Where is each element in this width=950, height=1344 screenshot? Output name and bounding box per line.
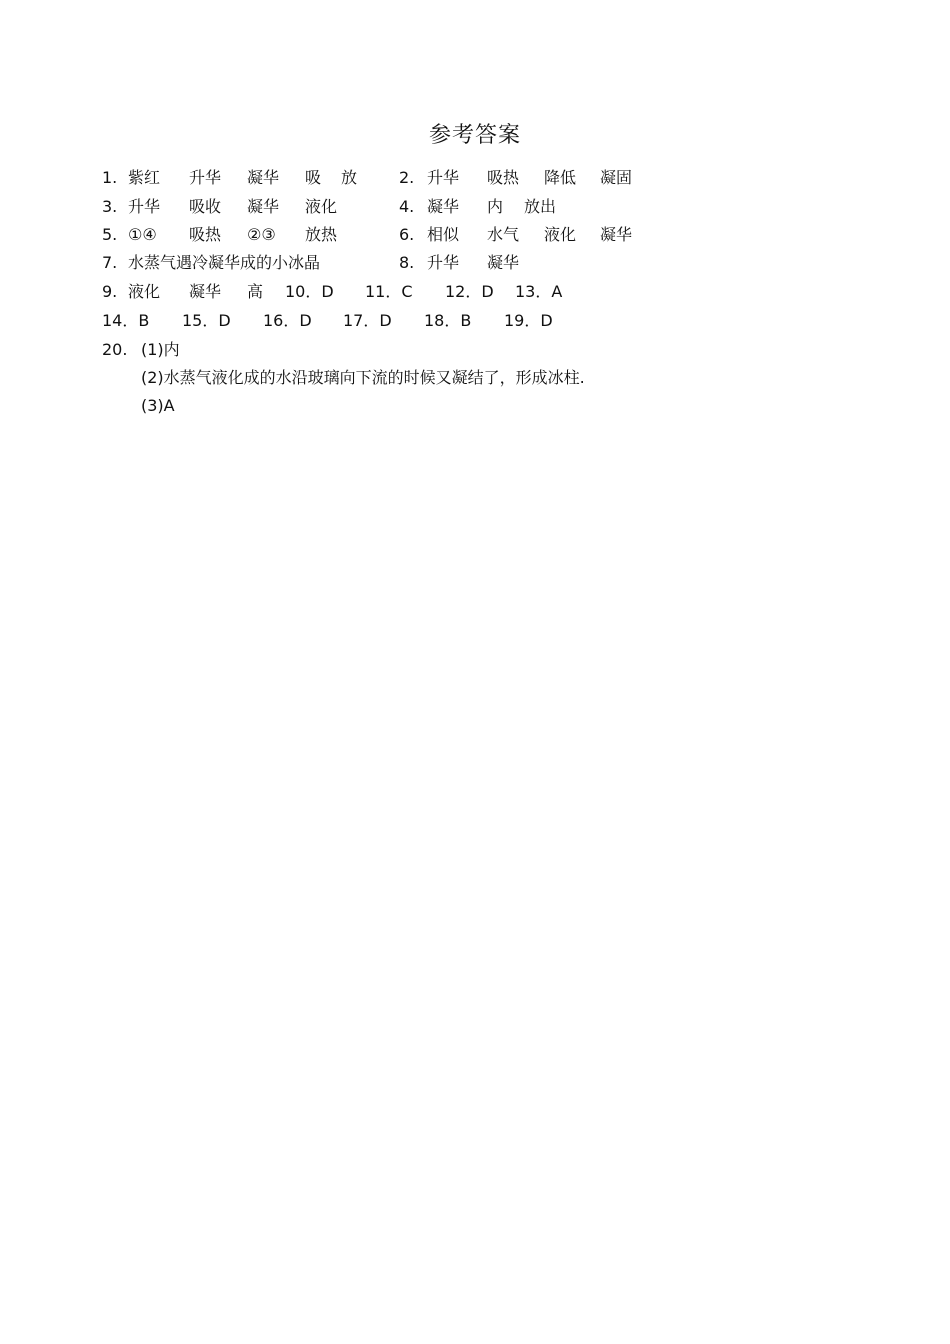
answer-text: 升华 (427, 253, 460, 272)
answer-text: 凝华 (427, 197, 460, 216)
answer-text: 降低 (544, 168, 577, 187)
answer-text: 放 (341, 168, 358, 187)
answer-text: 凝华 (247, 197, 280, 216)
answer-row (0, 338, 950, 362)
answer-text: 放出 (524, 197, 557, 216)
answer-text: 吸热 (189, 225, 222, 244)
answer-row (0, 280, 950, 304)
answer-text: (1)内 (141, 340, 180, 359)
answer-text: ②③ (247, 225, 276, 244)
answer-text: 内 (487, 197, 504, 216)
answer-text: 升华 (189, 168, 222, 187)
page-title: 参考答案 (428, 123, 521, 148)
answer-text: 凝华 (487, 253, 520, 272)
answer-text: 液化 (544, 225, 577, 244)
answer-text: 水蒸气遇冷凝华成的小冰晶 (128, 253, 321, 272)
answer-text: 凝华 (600, 225, 633, 244)
answer-number: 3. (102, 197, 118, 216)
answer-text: 15．D (182, 311, 231, 330)
answer-number: 9. (102, 282, 118, 301)
answer-text: 液化 (128, 282, 161, 301)
answer-row (0, 223, 950, 247)
answer-text: 液化 (305, 197, 338, 216)
answer-number: 5. (102, 225, 118, 244)
answer-text: 12．D (445, 282, 494, 301)
answer-number: 1. (102, 168, 118, 187)
answer-row (0, 309, 950, 333)
answer-number: (3)A (141, 396, 175, 415)
answer-text: 放热 (305, 225, 338, 244)
answer-text: 19．D (504, 311, 553, 330)
answer-text: 升华 (427, 168, 460, 187)
answer-number: 7. (102, 253, 118, 272)
answer-row (0, 166, 950, 190)
answer-text: 水气 (487, 225, 520, 244)
answer-text: 11．C (365, 282, 413, 301)
answer-row (0, 366, 950, 390)
answer-text: 紫红 (128, 168, 161, 187)
answer-text: 吸热 (487, 168, 520, 187)
answer-text: 高 (247, 282, 264, 301)
answer-text: 6. (399, 225, 415, 244)
answer-text: 8. (399, 253, 415, 272)
answer-text: 吸 (305, 168, 322, 187)
answer-text: 4. (399, 197, 415, 216)
answer-number: 20. (102, 340, 128, 359)
answer-text: 凝华 (247, 168, 280, 187)
answer-text: 凝固 (600, 168, 633, 187)
answer-number: 14．B (102, 311, 150, 330)
answer-text: 17．D (343, 311, 392, 330)
answer-text: 10．D (285, 282, 334, 301)
answer-row (0, 195, 950, 219)
answer-text: ①④ (128, 225, 157, 244)
answer-text: 13．A (515, 282, 563, 301)
answer-text: 升华 (128, 197, 161, 216)
answer-number: (2)水蒸气液化成的水沿玻璃向下流的时候又凝结了，形成冰柱. (141, 368, 585, 387)
answer-text: 凝华 (189, 282, 222, 301)
answer-text: 16．D (263, 311, 312, 330)
answer-text: 吸收 (189, 197, 222, 216)
answer-row (0, 251, 950, 275)
answer-text: 相似 (427, 225, 460, 244)
answer-text: 18．B (424, 311, 472, 330)
answer-text: 2. (399, 168, 415, 187)
answer-row (0, 394, 950, 418)
